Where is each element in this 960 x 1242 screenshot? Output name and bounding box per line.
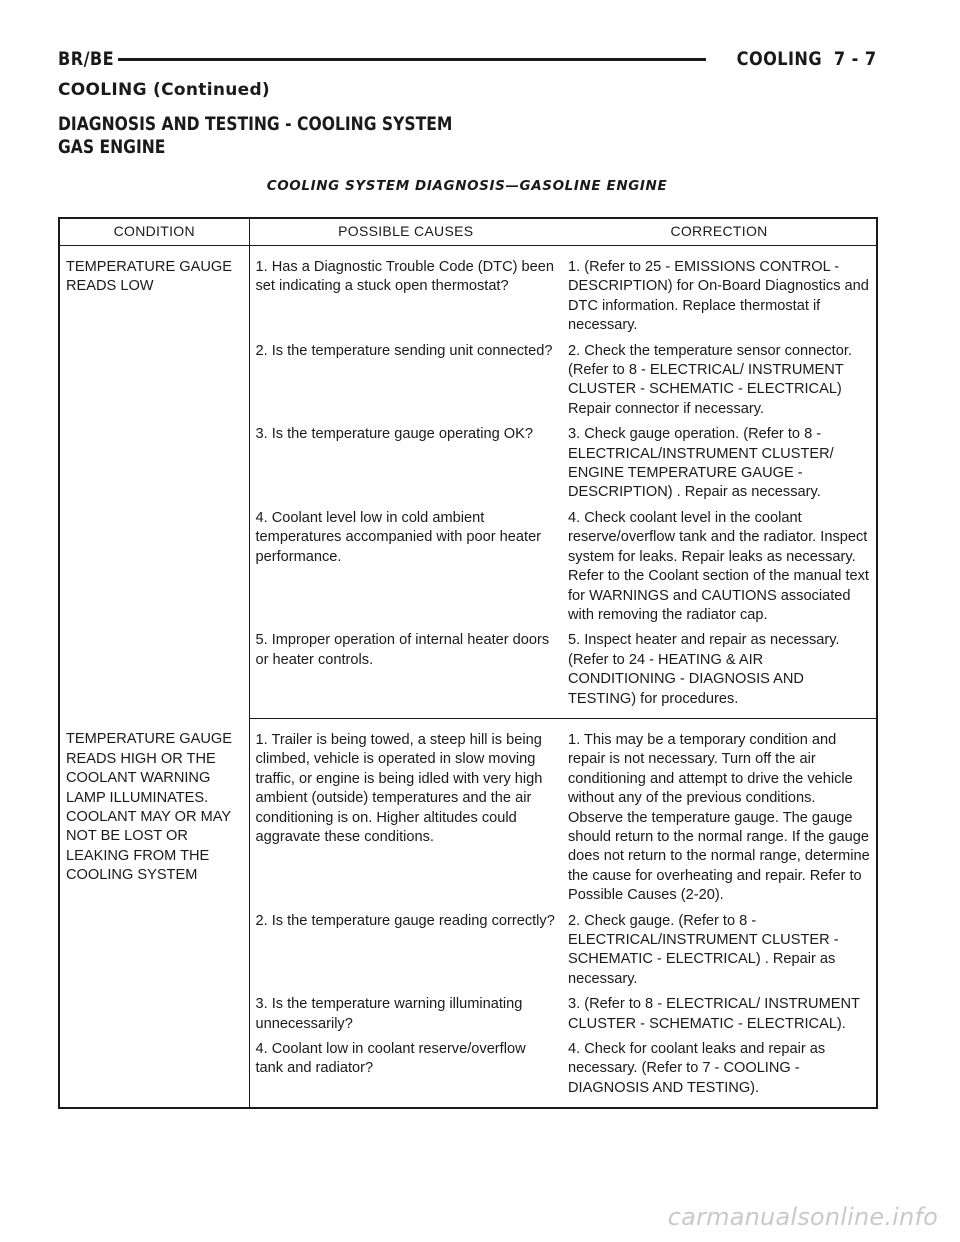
section-title-line-2: GAS ENGINE	[58, 136, 166, 158]
diagnosis-table	[58, 217, 878, 1109]
possible-cause-cell: 4. Coolant level low in cold ambient temperatures accompanied with poor heater performance.	[255, 509, 542, 565]
table-row	[59, 246, 877, 342]
header-rule	[118, 58, 706, 61]
possible-cause-cell: 3. Is the temperature warning illuminating unnecessarily?	[255, 996, 523, 1032]
column-header-condition: CONDITION	[59, 218, 249, 246]
possible-cause-cell: 4. Coolant low in coolant reserve/overflow tank and radiator?	[249, 1040, 562, 1108]
possible-cause-cell: 3. Is the temperature gauge operating OK?	[255, 426, 533, 443]
correction-cell: 3. (Refer to 8 - ELECTRICAL/ INSTRUMENT CLUSTER - SCHEMATIC - ELECTRICAL).	[568, 996, 860, 1032]
table-header-row	[59, 218, 877, 246]
table-caption: COOLING SYSTEM DIAGNOSIS—GASOLINE ENGINE	[266, 178, 668, 194]
correction-cell: 5. Inspect heater and repair as necessary. (Refer to 24 - HEATING & AIR CONDITIONING - DIAGNOSIS AND TESTING) for procedures.	[562, 631, 877, 718]
section-title	[58, 113, 632, 159]
condition-cell: TEMPERATURE GAUGE READS LOW	[59, 246, 249, 719]
correction-cell: 3. Check gauge operation. (Refer to 8 - ELECTRICAL/INSTRUMENT CLUSTER/ ENGINE TEMPERATURE GAUGE - DESCRIPTION) . Repair as necessary.	[568, 426, 834, 501]
page-number: 7 - 7	[833, 48, 876, 70]
header-section: COOLING	[736, 48, 822, 70]
column-header-correction: CORRECTION	[562, 218, 877, 246]
possible-cause-cell: 5. Improper operation of internal heater doors or heater controls.	[249, 631, 562, 718]
watermark: carmanualsonline.info	[667, 1203, 938, 1231]
continued-heading: COOLING (Continued)	[58, 80, 270, 100]
correction-cell: 1. This may be a temporary condition and repair is not necessary. Turn off the air conditioning and attempt to drive the vehicle without any of the previous conditions. Observe the temperature gauge. The gauge should return to the normal range. If the gauge does not return to the normal range, determine the cause for overheating and repair. Refer to Possible Causes (2-20).	[568, 731, 870, 904]
possible-cause-cell: 2. Is the temperature gauge reading correctly?	[255, 912, 555, 929]
correction-cell: 2. Check the temperature sensor connector. (Refer to 8 - ELECTRICAL/ INSTRUMENT CLUSTER - SCHEMATIC - ELECTRICAL) Repair connector if necessary.	[568, 342, 852, 417]
correction-cell: 4. Check coolant level in the coolant reserve/overflow tank and the radiator. Inspect system for leaks. Repair leaks as necessary. Refer to the Coolant section of the manual text for WARNINGS and CAUTIONS associated with removing the radiator cap.	[568, 509, 869, 623]
correction-cell: 4. Check for coolant leaks and repair as necessary. (Refer to 7 - COOLING - DIAGNOSIS AND TESTING).	[562, 1040, 877, 1108]
column-header-possible-causes: POSSIBLE CAUSES	[249, 218, 562, 246]
manual-model-code: BR/BE	[58, 48, 115, 70]
condition-cell: TEMPERATURE GAUGE READS HIGH OR THE COOLANT WARNING LAMP ILLUMINATES. COOLANT MAY OR MAY NOT BE LOST OR LEAKING FROM THE COOLING SYSTEM	[59, 718, 249, 1108]
table-row	[59, 718, 877, 911]
possible-cause-cell: 1. Has a Diagnostic Trouble Code (DTC) been set indicating a stuck open thermostat?	[255, 259, 555, 295]
header-section-and-page	[736, 48, 876, 70]
page-header	[58, 46, 876, 72]
possible-cause-cell: 1. Trailer is being towed, a steep hill is being climbed, vehicle is operated in slow moving traffic, or engine is being idled with very high ambient (outside) temperatures and the air conditioning is on. Higher altitudes could aggravate these conditions.	[255, 731, 543, 845]
possible-cause-cell: 2. Is the temperature sending unit connected?	[255, 342, 553, 359]
section-title-line-1: DIAGNOSIS AND TESTING - COOLING SYSTEM	[58, 113, 453, 135]
correction-cell: 1. (Refer to 25 - EMISSIONS CONTROL - DESCRIPTION) for On-Board Diagnostics and DTC information. Replace thermostat if necessary.	[568, 259, 869, 334]
correction-cell: 2. Check gauge. (Refer to 8 - ELECTRICAL/INSTRUMENT CLUSTER - SCHEMATIC - ELECTRICAL) . Repair as necessary.	[568, 912, 839, 987]
